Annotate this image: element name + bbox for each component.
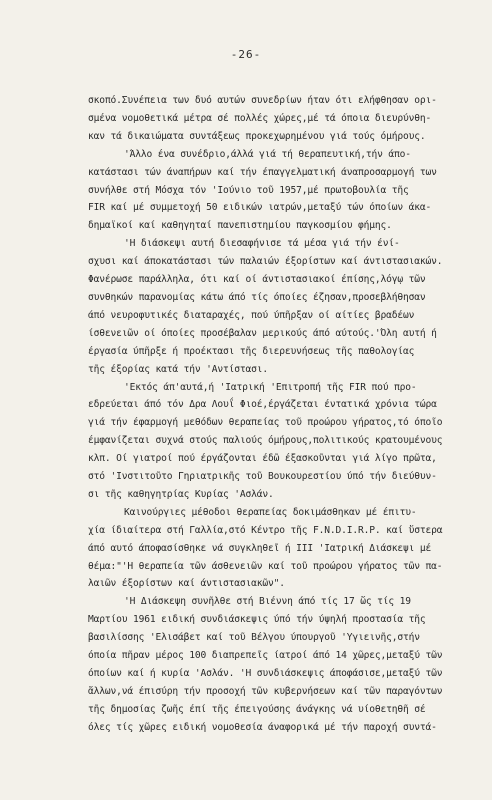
text-line: εδρεύεται άπό τόν Δρα Λουΐ Φιοέ,έργάζεται έντατικά χρόνια τώρα [88,399,437,411]
text-line: FIR καί μέ συμμετοχή 50 ειδικών ιατρών,μεταξύ τών όποίων άκα- [88,202,432,214]
text-line: στό 'Ινστιτοῦτο Γηριατρικῆς τοῦ Βουκουρεστίου ύπό τήν διεύθυν- [88,471,437,483]
text-line: τῆς δημοσίας ζωῆς έπί τῆς έπειγούσης άνάγκης νά υίοθετηθῆ σέ [88,703,426,715]
text-line: 'Η διάσκεψι αυτή διεσαφήνισε τά μέσα γιά τήν ένί- [124,238,400,250]
text-line: Φανέρωσε παράλληλα, ότι καί οί άντιστασιακοί έπίσης,λόγῳ τῶν [88,274,426,286]
text-line: 'Εκτός άπ'αυτά,ή 'Ιατρική 'Επιτροπή τῆς FIR πού προ- [124,381,417,393]
text-line: ίσθενειῶν οί όποίες προσέβαλαν μερικούς άπό αύτούς.'Όλη αυτή ή [88,327,437,339]
text-line: σι τῆς καθηγητρίας Κυρίας 'Ασλάν. [88,488,274,500]
text-line: έμφανίζεται συχνά στούς παλιούς όμήρους,πολιτικούς κρατουμένους [88,435,443,447]
text-line: άπό αυτό άποφασίσθηκε νά συγκληθεῖ ή III 'Ιατρική Διάσκεψι μέ [88,542,432,554]
text-line: κατάστασι τών άναπήρων καί τήν έπαγγελματική άναπροσαρμογή των [88,166,437,178]
text-line: Καινούργιες μέθοδοι θεραπείας δοκιμάσθηκαν μέ έπιτυ- [124,506,417,518]
body-text [88,92,480,737]
text-line: καν τά δικαιώματα συντάξεως προκεχωρημένου γιά τούς όμήρους. [88,130,426,142]
text-line: τῆς έξορίας κατά τήν 'Αντίστασι. [88,363,269,375]
text-line: δημαϊκοί καί καθηγηταί πανεπιστημίου παγκοσμίου φήμης. [88,220,392,232]
text-line: βασιλίσσης 'Ελισάβετ καί τοῦ Βέλγου ύπουργοῦ 'Υγιεινῆς,στήν [88,632,420,644]
text-line: άπό νευροφυτικές διαταραχές, πού ύπῆρξαν οί αίτίες βραδέων [88,309,415,321]
page-number: -26- [230,48,262,61]
text-line: κλπ. Οί γιατροί πού έργάζονται έδῶ έξασκοῦνται γιά λίγο πρῶτα, [88,453,437,465]
text-line: γιά τήν έφαρμογή μεθόδων θεραπείας τοῦ προώρου γήρατος,τό όποῖο [88,417,443,429]
text-line: σκοπό.Συνέπεια των δυό αυτών συνεδρίων ήταν ότι ελήφθησαν ορι- [88,95,437,106]
text-line: όποίων καί ή κυρία 'Ασλάν. 'Η συνδιάσκεψις άποφάσισε,μεταξύ τῶν [88,668,443,679]
text-line: χία ίδιαίτερα στή Γαλλία,στό Κέντρο τῆς F.N.D.I.R.P. καί ὕστερα [88,524,443,536]
text-line: όποία πῆραν μέρος 100 διαπρεπεῖς ίατροί άπό 14 χῶρες,μεταξύ τῶν [88,650,443,662]
text-line: ἄλλων,νά έπισύρη τήν προσοχή τῶν κυβερνήσεων καί τῶν παραγόντων [88,685,443,697]
text-line: συνήλθε στή Μόσχα τόν 'Ιούνιο τοῦ 1957,μέ πρωτοβουλία τῆς [88,184,409,196]
text-line: θέμα:"'Η θεραπεία τῶν άσθενειῶν καί τοῦ προώρου γήρατος τῶν πα- [88,560,443,572]
text-line: λαιῶν έξορίστων καί άντιστασιακῶν". [88,578,285,590]
text-line: Μαρτίου 1961 ειδική συνδιάσκεψις ύπό τήν ύψηλή προστασία τῆς [88,614,426,626]
text-line: συνθηκών παρανομίας κάτω άπό τίς όποίες έζησαν,προσεβλήθησαν [88,291,426,303]
text-line: όλες τίς χῶρες ειδική νομοθεσία άναφορικά μέ τήν παροχή συντά- [88,721,437,733]
text-line: 'Η Διάσκεψη συνῆλθε στή Βιέννη άπό τίς 17 ὥς τίς 19 [124,596,411,608]
text-line: 'Άλλο ένα συνέδριο,άλλά γιά τή θεραπευτική,τήν άπο- [124,148,411,160]
text-line: έργασία ύπῆρξε ή προέκτασι τῆς διερευνήσεως τῆς παθολογίας [88,345,415,357]
text-line: σχυσι καί άποκατάστασι τών παλαιών έξορίστων καί άντιστασιακών. [88,256,443,268]
text-line: σμένα νομοθετικά μέτρα σέ πολλές χώρες,μέ τά όποια διευρύνθη- [88,112,432,124]
